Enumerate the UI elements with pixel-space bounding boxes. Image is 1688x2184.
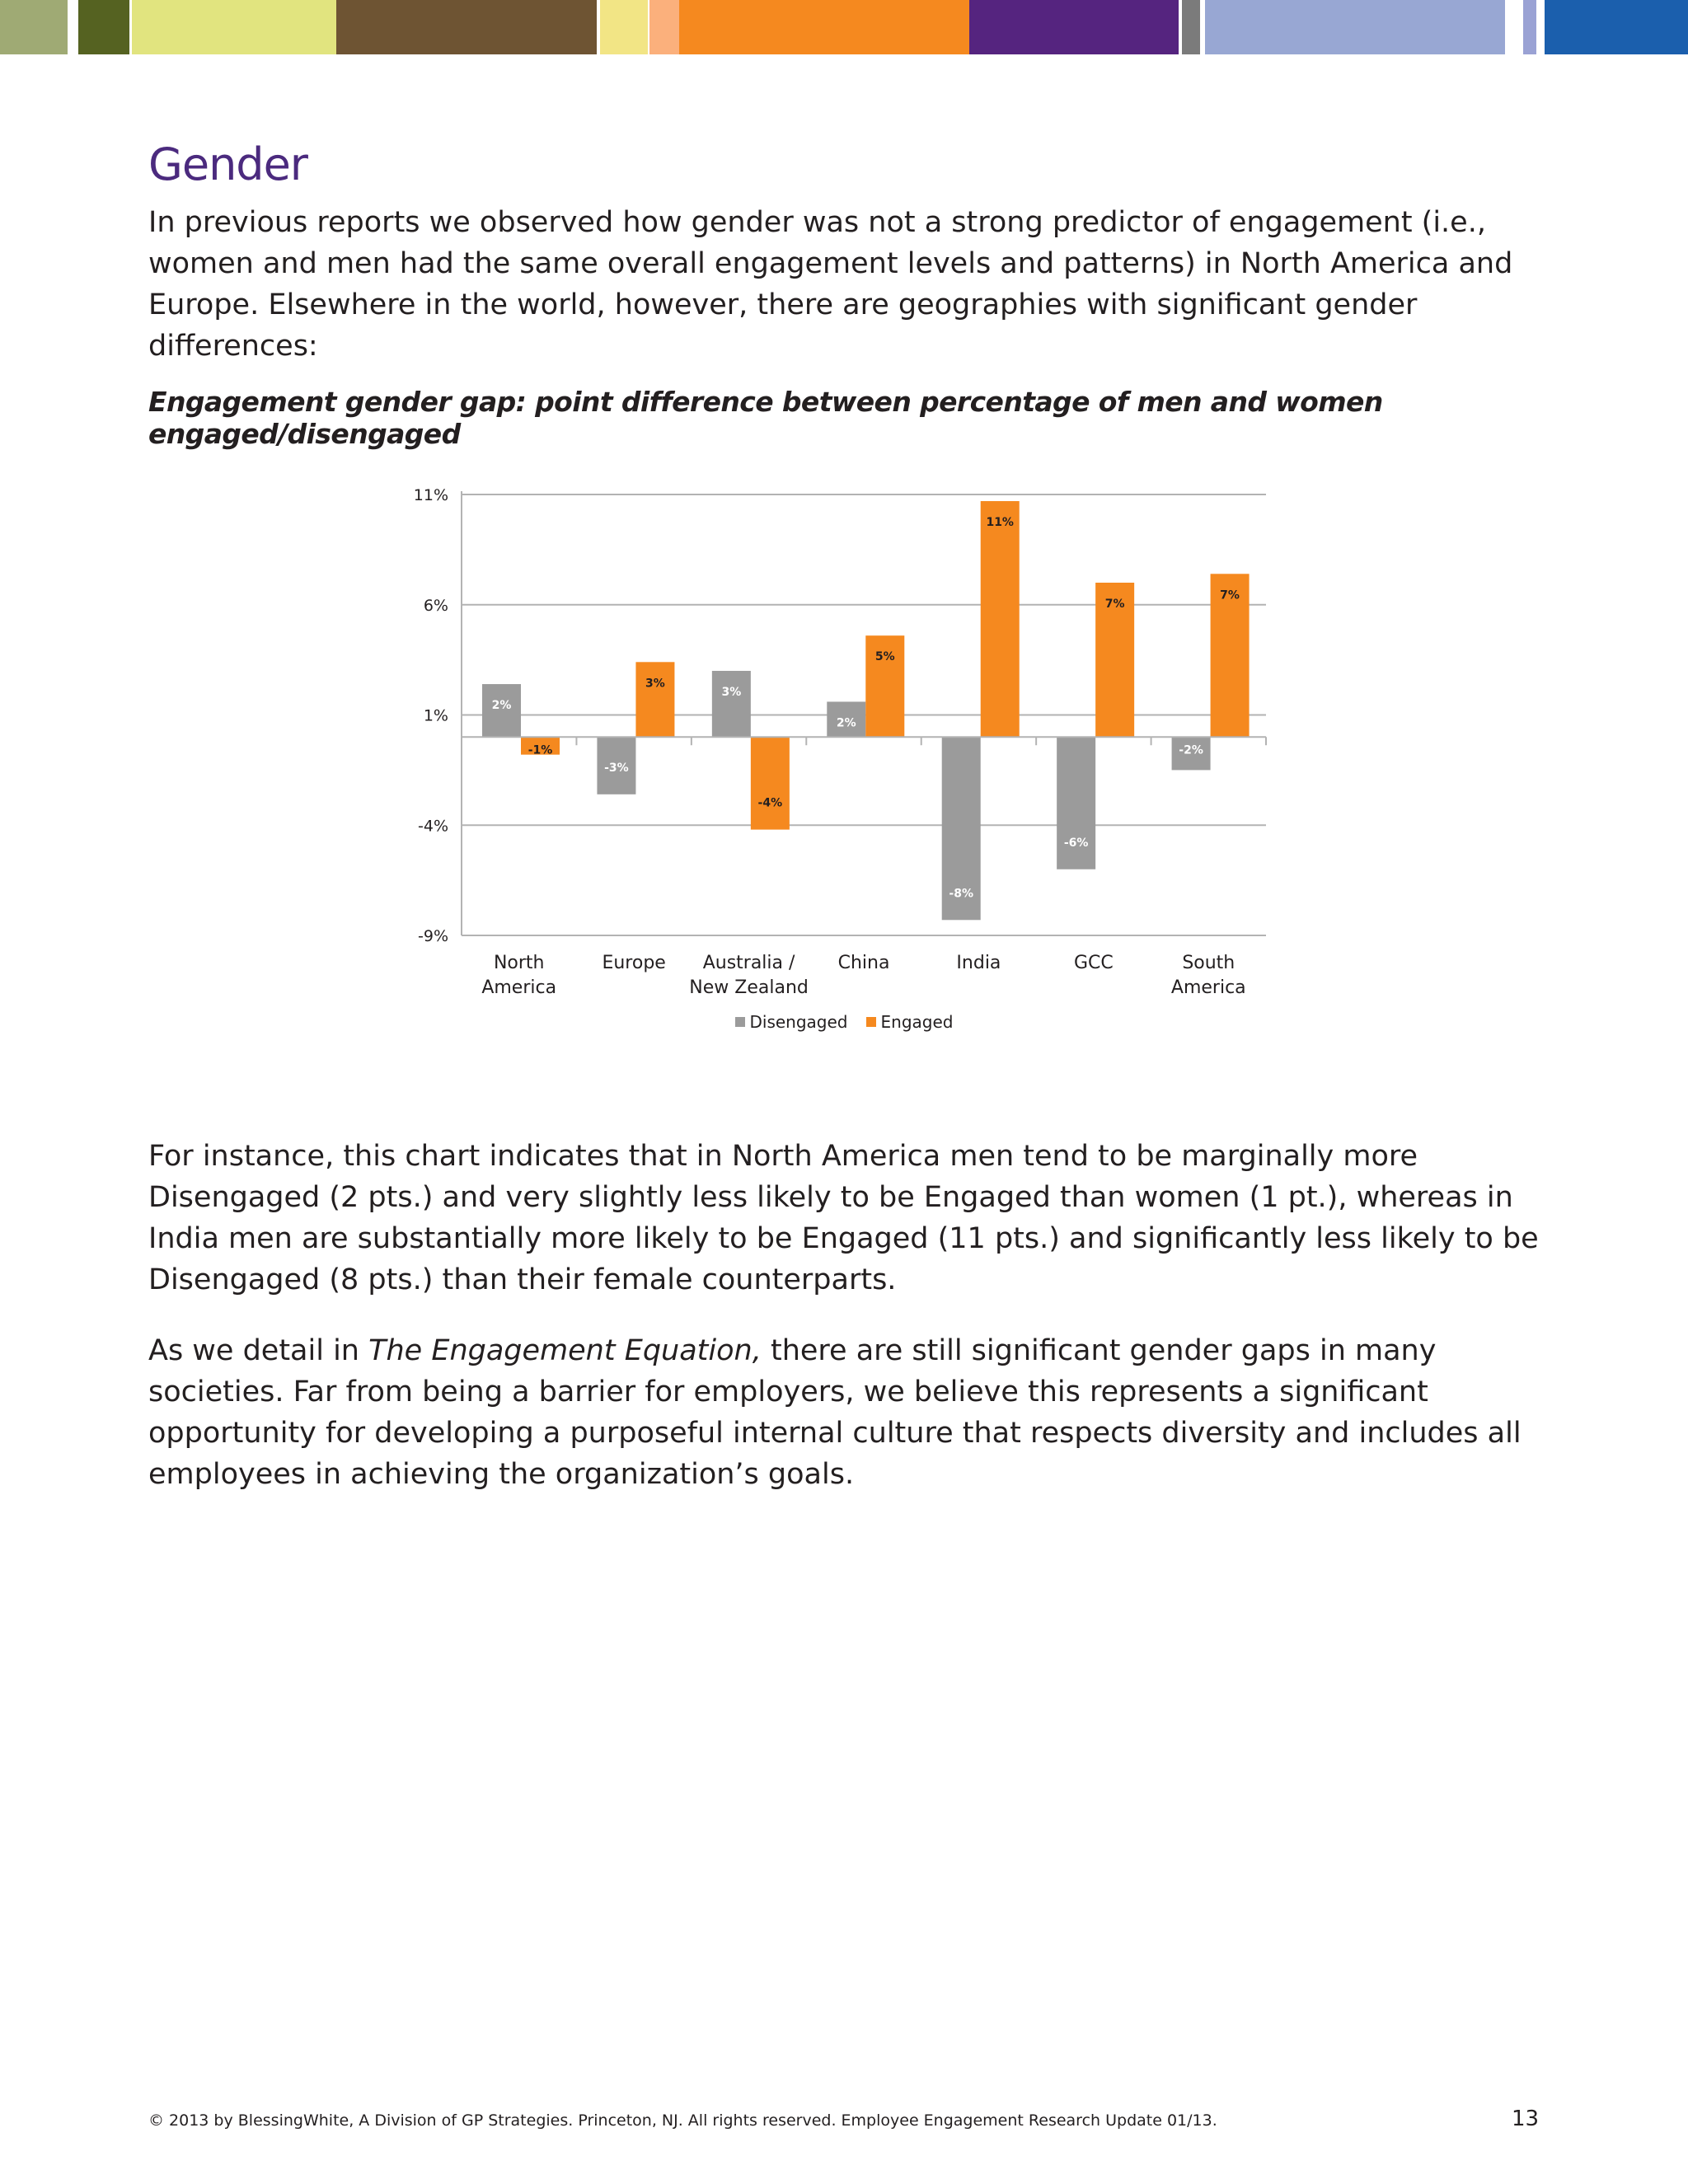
y-tick-label: 1% — [423, 706, 448, 725]
paragraph2-pre: As we detail in — [148, 1334, 369, 1367]
footer-copyright: © 2013 by BlessingWhite, A Division of GP Strategies. Princeton, NJ. All rights reserved. Employee Engagement Research Update 01/13. — [148, 2111, 1217, 2130]
category-label: Europe — [602, 953, 666, 973]
data-label: 7% — [1104, 598, 1125, 611]
data-label: 2% — [836, 716, 856, 730]
intro-paragraph: In previous reports we observed how gender was not a strong predictor of engagement (i.e., women and men had the same overall engagement levels and patterns) in North America and Europe. Elsewhere in the world, however, there are geographies with significant gender differences: — [148, 206, 1513, 363]
category-label: Australia / New Zealand — [689, 953, 809, 998]
data-label: -4% — [757, 796, 783, 810]
bar-engaged — [981, 501, 1020, 737]
legend-swatch-disengaged — [735, 1017, 745, 1027]
bar-engaged — [635, 662, 674, 737]
y-tick-label: -4% — [418, 817, 448, 836]
chart-legend — [0, 1012, 1688, 1032]
section-title: Gender — [148, 138, 307, 190]
legend-label-engaged: Engaged — [880, 1012, 954, 1032]
data-label: 11% — [986, 516, 1014, 530]
bar-disengaged — [712, 671, 751, 737]
legend-item-disengaged — [735, 1012, 848, 1032]
data-label: 3% — [721, 686, 742, 699]
y-tick-label: 6% — [423, 596, 448, 615]
y-tick-label: 11% — [413, 486, 448, 504]
legend-label-disengaged: Disengaged — [749, 1012, 848, 1032]
bar-chart — [0, 0, 1688, 1071]
category-label: South America — [1170, 953, 1246, 998]
page-number: 13 — [1512, 2107, 1540, 2131]
data-label: -1% — [528, 743, 553, 757]
data-label: -8% — [949, 887, 974, 901]
book-title: The Engagement Equation, — [368, 1334, 762, 1367]
category-label: China — [837, 953, 890, 973]
data-label: -2% — [1179, 743, 1203, 757]
data-label: 7% — [1220, 588, 1240, 602]
category-label: North America — [481, 953, 557, 998]
data-label: 5% — [874, 650, 895, 664]
data-label: 2% — [491, 699, 512, 713]
body-paragraph-2 — [148, 1330, 1566, 1495]
legend-item-engaged — [866, 1012, 954, 1032]
category-label: GCC — [1073, 953, 1114, 973]
data-label: -3% — [604, 761, 629, 775]
category-label: India — [956, 953, 1001, 973]
body-paragraph-1: For instance, this chart indicates that in North America men tend to be marginally more Disengaged (2 pts.) and very slightly less likely to be Engaged than women (1 pt.), whereas in India men are substantially more likely to be Engaged (11 pts.) and significantly less likely to be Disengaged (8 pts.) than their female counterparts. — [148, 1140, 1539, 1296]
paragraph2-post: there are still significant gender gaps in many societies. Far from being a barrier for employers, we believe this represents a significant opportunity for developing a purposeful internal culture that respects diversity and includes all employees in achieving the organization’s goals. — [148, 1334, 1522, 1491]
data-label: -6% — [1063, 836, 1089, 850]
data-label: 3% — [645, 677, 665, 691]
legend-swatch-engaged — [866, 1017, 876, 1027]
chart-title: Engagement gender gap: point difference between percentage of men and women engaged/disengaged — [148, 386, 1383, 450]
bar-engaged — [751, 737, 790, 829]
y-tick-label: -9% — [418, 927, 448, 945]
